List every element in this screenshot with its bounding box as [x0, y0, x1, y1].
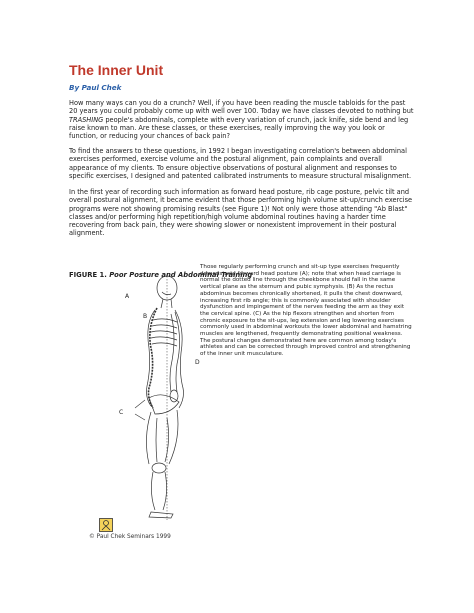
figure-letter-c: C — [119, 409, 124, 416]
figure-copyright: © Paul Chek Seminars 1999 — [89, 534, 171, 540]
figure-description: Those regularly performing crunch and sit-up type exercises frequently demonstrate forward head posture (A); note that when head carriage is normal the dotted line through the cheekbone should fall in the same vertical plane as the sternum and pubic symphysis. (B) As the rectus abdominus becomes chronically shortened, it pulls the chest downward, increasing first rib angle; this is commonly associated with shoulder dysfunction and impingement of the nerves feeding the arm as they exit the cervical spine. (C) As the hip flexors strengthen and shorten from chronic exposure to the sit-ups, leg extension and leg lowering exercises commonly used in abdominal workouts the lower abdominal and hamstring muscles are lengthened, frequently demonstrating positional weakness. The postural changes demonstrated here are common among today's athletes and can be corrected through improved control and strengthening of the inner unit musculature. — [200, 264, 412, 358]
figure-title: Poor Posture and Abdominal Training — [109, 271, 253, 279]
article-byline: By Paul Chek — [69, 83, 122, 92]
paragraph-investigation: To find the answers to these questions, in 1992 I began investigating correlation's between abdominal exercises performed, exercise volume and the postural alignment, pain complaints and overall appearance of my clients. To ensure objective observations of postural alignment and responses to specific exercises, I designed and patented calibrated instruments to measure structural misalignment. — [69, 147, 412, 180]
paragraph-intro-part2: people's abdominals, complete with every variation of crunch, jack knife, side bend and leg raise known to man. Are these classes, or these exercises, really improving the way you look or function, or reducing your chances of back pain? — [69, 115, 409, 141]
figure-label: FIGURE 1. — [69, 271, 107, 279]
article-title: The Inner Unit — [69, 62, 164, 78]
posture-skeleton-illustration — [105, 268, 215, 521]
paul-chek-logo-icon — [99, 518, 113, 532]
paragraph-results: In the first year of recording such information as forward head posture, rib cage posture, pelvic tilt and overall postural alignment, it became evident that those performing high volume sit-up/crunch exercise programs were not showing promising results (see Figure 1)! Not only were those attending "Ab Blast" classes and/or performing high repetition/high volume abdominal routines having a harder time recovering from back pain, they were showing slower or nonexistent improvement in their postural alignment. — [69, 188, 413, 238]
paragraph-intro — [69, 99, 414, 140]
paragraph-intro-part1: How many ways can you do a crunch? Well, if you have been reading the muscle tabloids for the past 20 years you could probably come up with well over 100. Today we have classes devoted to nothing but — [69, 99, 414, 116]
figure-letter-d: D — [195, 359, 200, 366]
paragraph-intro-emphasis: TRASHING — [69, 115, 104, 124]
figure-letter-b: B — [143, 313, 148, 320]
figure-letter-a: A — [125, 293, 130, 300]
